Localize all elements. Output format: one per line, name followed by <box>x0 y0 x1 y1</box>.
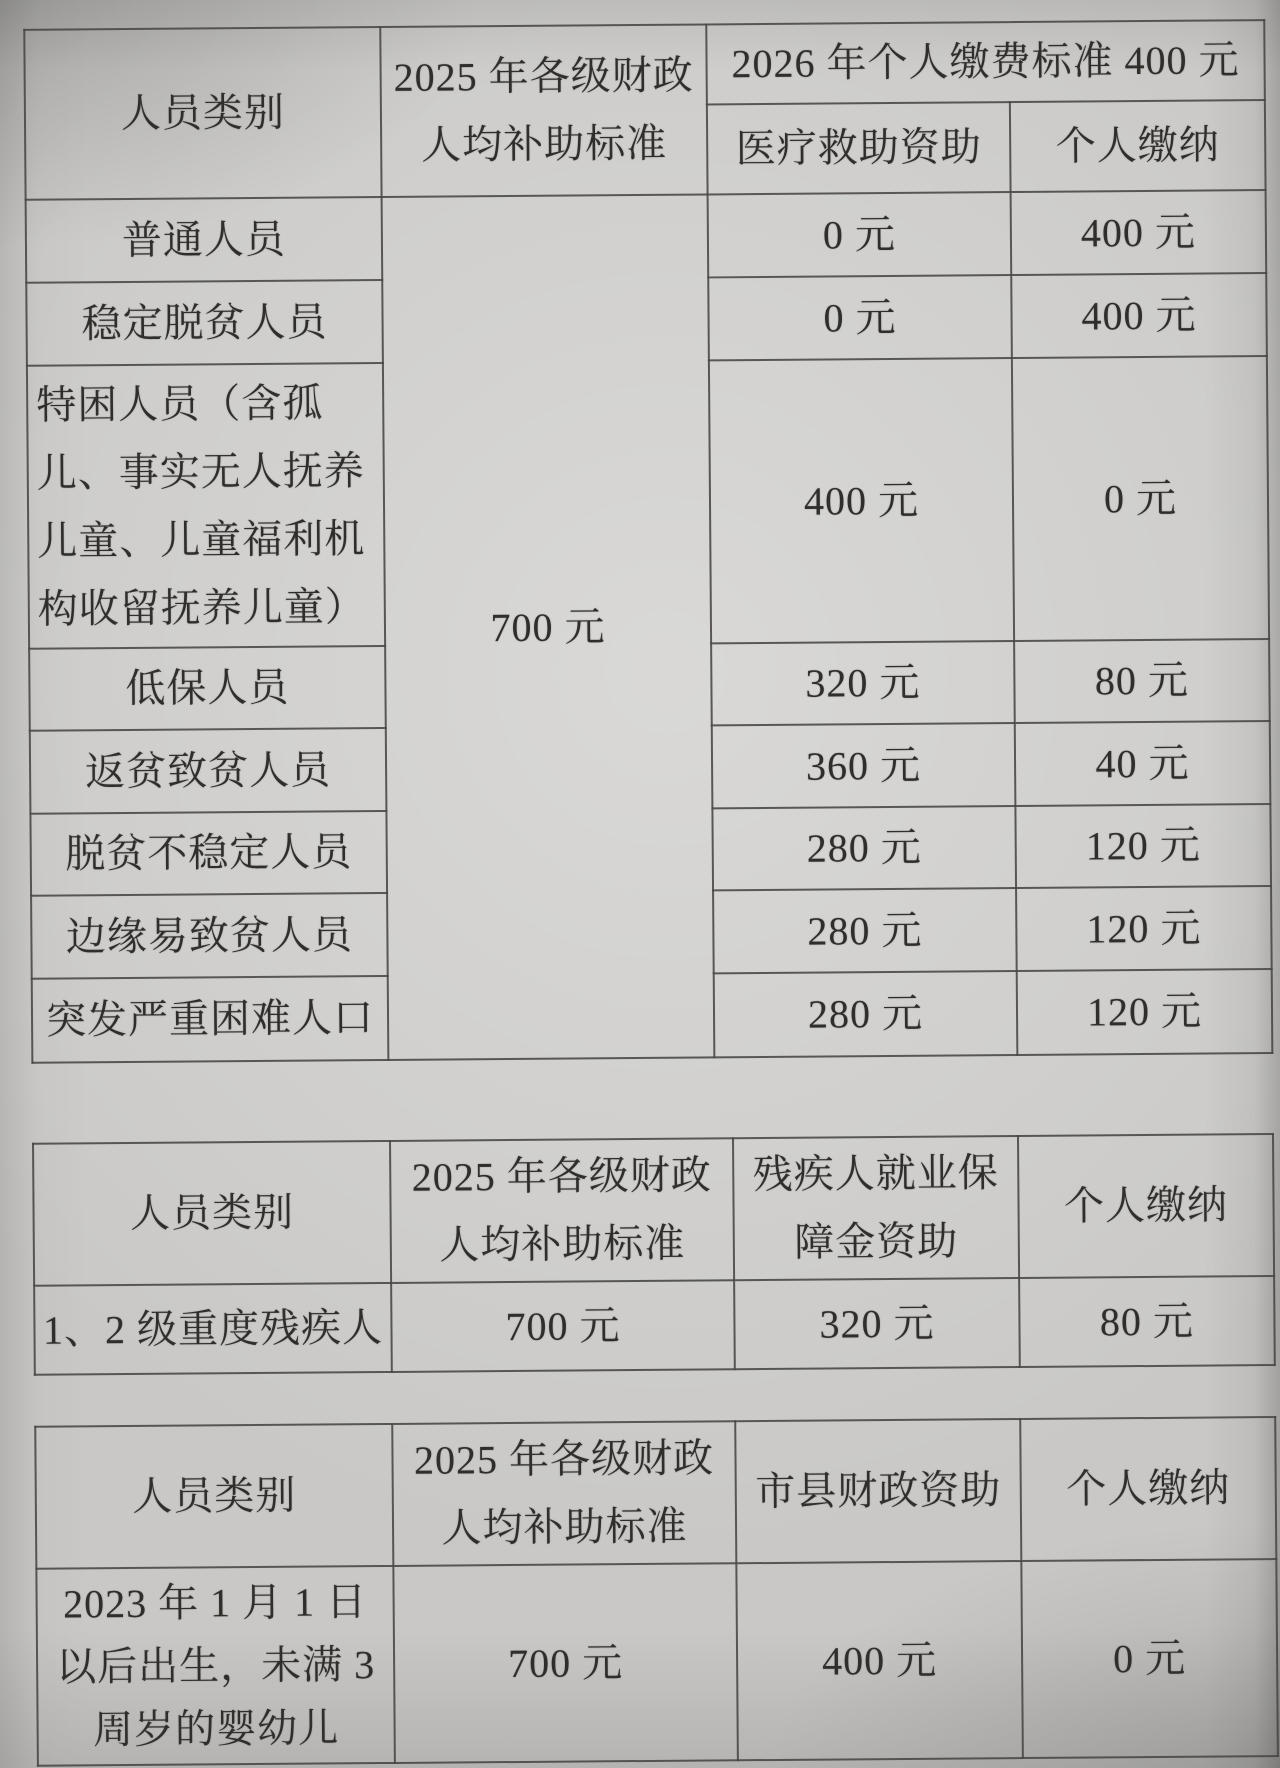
cell-category: 2023 年 1 月 1 日以后出生，未满 3 周岁的婴幼儿 <box>36 1566 395 1766</box>
cell-medical-aid: 0 元 <box>708 275 1012 360</box>
cell-2025-subsidy-value: 700 元 <box>382 194 715 1060</box>
cell-category: 1、2 级重度残疾人 <box>34 1283 392 1375</box>
header-2025-subsidy: 2025 年各级财政人均补助标准 <box>392 1421 736 1566</box>
header-2026-standard: 2026 年个人缴费标准 400 元 <box>706 20 1265 104</box>
cell-personal-pay: 400 元 <box>1011 273 1267 358</box>
table-row <box>26 190 1267 283</box>
table-disabled-persons <box>32 1133 1274 1371</box>
table-infants <box>34 1416 1277 1756</box>
cell-personal-pay: 40 元 <box>1015 721 1271 806</box>
table-medical-insurance-grid <box>23 19 1273 1064</box>
header-personal-pay: 个人缴纳 <box>1010 100 1266 192</box>
header-personal-pay: 个人缴纳 <box>1020 1417 1276 1561</box>
cell-2025-subsidy-value: 700 元 <box>391 1280 735 1372</box>
header-person-category: 人员类别 <box>24 27 381 200</box>
cell-category: 低保人员 <box>29 646 386 731</box>
header-person-category: 人员类别 <box>35 1424 393 1569</box>
cell-medical-aid: 0 元 <box>708 192 1012 277</box>
cell-medical-aid: 280 元 <box>712 806 1016 890</box>
cell-personal-pay: 120 元 <box>1015 804 1271 888</box>
header-person-category: 人员类别 <box>33 1141 391 1286</box>
table-row <box>36 1559 1278 1766</box>
cell-fund-aid: 320 元 <box>734 1278 1020 1369</box>
cell-medical-aid: 280 元 <box>714 971 1018 1057</box>
table-row <box>34 1276 1275 1375</box>
table-infants-grid <box>34 1416 1279 1767</box>
cell-category: 普通人员 <box>26 197 383 283</box>
cell-category: 边缘易致贫人员 <box>31 893 388 979</box>
cell-personal-pay: 120 元 <box>1016 886 1272 971</box>
header-2025-subsidy: 2025 年各级财政人均补助标准 <box>390 1138 734 1283</box>
cell-category: 返贫致贫人员 <box>30 728 387 814</box>
table-medical-insurance <box>23 19 1271 1063</box>
header-city-county-aid: 市县财政资助 <box>735 1419 1021 1563</box>
cell-category: 突发严重困难人口 <box>32 976 389 1063</box>
cell-medical-aid: 280 元 <box>713 888 1017 973</box>
cell-personal-pay: 0 元 <box>1021 1559 1278 1758</box>
table-disabled-persons-grid <box>32 1133 1276 1376</box>
cell-category: 稳定脱贫人员 <box>26 280 383 366</box>
table-header-row <box>35 1417 1276 1569</box>
cell-medical-aid: 360 元 <box>712 723 1016 808</box>
cell-2025-subsidy-value: 700 元 <box>393 1563 738 1763</box>
cell-personal-pay: 0 元 <box>1012 356 1269 641</box>
header-2025-subsidy: 2025 年各级财政人均补助标准 <box>380 24 707 197</box>
header-personal-pay: 个人缴纳 <box>1018 1134 1274 1278</box>
cell-medical-aid: 320 元 <box>711 641 1015 725</box>
cell-personal-pay: 80 元 <box>1014 639 1270 723</box>
table-header-row <box>24 20 1265 110</box>
table-header-row <box>33 1134 1274 1286</box>
header-medical-aid: 医疗救助资助 <box>707 102 1011 194</box>
cell-fund-aid: 400 元 <box>736 1561 1023 1760</box>
cell-personal-pay: 120 元 <box>1017 969 1273 1055</box>
cell-personal-pay: 400 元 <box>1011 190 1267 275</box>
cell-personal-pay: 80 元 <box>1019 1276 1275 1367</box>
header-employment-security-fund: 残疾人就业保障金资助 <box>733 1136 1019 1280</box>
cell-category: 特困人员（含孤儿、事实无人抚养儿童、儿童福利机构收留抚养儿童） <box>27 363 385 649</box>
cell-medical-aid: 400 元 <box>709 358 1014 643</box>
cell-category: 脱贫不稳定人员 <box>30 811 387 896</box>
